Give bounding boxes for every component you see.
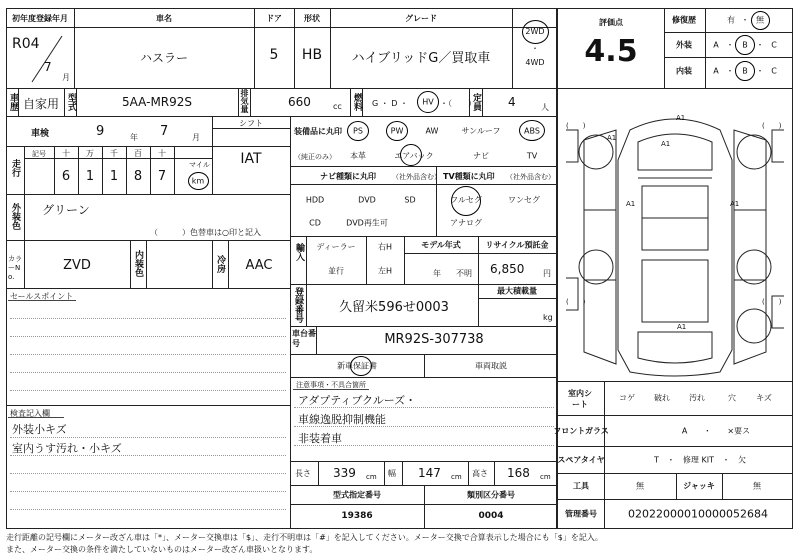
capacity-value: 4 [508, 95, 516, 109]
equip-leather: 本革 [350, 151, 366, 161]
model-year-year: 年 [433, 269, 441, 278]
interior-sep1: ・ [726, 66, 734, 76]
displacement-label: 排気量 [240, 89, 249, 113]
navi-hdd: HDD [305, 195, 325, 205]
interior-b: B [742, 66, 748, 76]
inspection-month: 7 [160, 124, 169, 139]
int-sheet-opt-1: 破れ [654, 393, 670, 403]
first-reg-era: R04 [12, 36, 40, 52]
class-no-value: 0004 [478, 511, 504, 521]
grade-label: グレード [405, 14, 437, 23]
inspection-year: 9 [96, 124, 105, 139]
mileage-unit-2: 千 [110, 149, 118, 158]
fuel-rest: ・（ ） [440, 99, 476, 108]
navi-label: ナビ種類に丸印 [320, 172, 376, 181]
mileage-digit-1: 1 [85, 169, 95, 184]
mileage-unit-0: 十 [62, 149, 70, 158]
exterior-label: 外装 [676, 40, 692, 50]
mileage-label: 走行 [10, 159, 20, 177]
diagram-a1-5: A1 [677, 323, 687, 331]
handle-left: 左H [377, 266, 393, 276]
exterior-b: B [742, 40, 748, 50]
int-color-label: 内装色 [133, 250, 143, 277]
notes-label: 注意事項・不具合箇所 [296, 381, 366, 389]
ac-label: 冷房 [215, 255, 225, 273]
jack-value: 無 [753, 481, 761, 491]
recycle-label: リサイクル預託金 [485, 240, 549, 250]
mileage-digit-0: 6 [61, 169, 71, 184]
class-no-label: 類別区分番号 [467, 490, 515, 500]
diagram-paren-3: ( ) [762, 298, 782, 306]
recycle-value: 6,850 [490, 262, 525, 276]
fuel-options: G ・ D ・ [372, 99, 408, 108]
manual-label: 車両取説 [475, 361, 507, 371]
fuel-label: 燃料 [352, 93, 362, 111]
diagram-paren-1: ( ) [762, 122, 782, 130]
grade-value: ハイブリッドG／買取車 [351, 51, 491, 66]
ac-value: AAC [245, 258, 273, 273]
shift-value: IAT [240, 151, 262, 167]
handle-right: 右H [377, 242, 393, 252]
warranty-label: 新車保証書 [337, 361, 377, 371]
int-sheet-opt-3: 穴 [728, 393, 736, 403]
inspector-line-0: 外装小キズ [12, 423, 67, 436]
doors-label: ドア [266, 14, 282, 23]
inspector-line-1: 室内うす汚れ・小キズ [12, 442, 122, 455]
jack-label: ジャッキ [683, 481, 715, 491]
inspection-month-unit: 月 [192, 133, 200, 142]
diagram-a1-2: A1 [661, 140, 671, 148]
height-value: 168 [507, 466, 530, 480]
int-sheet-opt-2: 汚れ [689, 393, 705, 403]
navi-sd: SD [404, 195, 416, 205]
body-shape-value: HB [301, 47, 323, 63]
tools-label: 工具 [573, 481, 589, 491]
glass-label: フロントガラス [553, 426, 609, 436]
max-load-label: 最大積載量 [497, 286, 537, 296]
repair-sep: ・ [741, 15, 749, 25]
int-sheet-label: 室内シート [568, 389, 592, 409]
drive-4wd: 4WD [525, 58, 545, 67]
color-no-value: ZVD [63, 258, 91, 273]
model-label: 型式 [66, 93, 76, 111]
mileage-digit-2: 1 [109, 169, 119, 184]
repair-yes: 有 [727, 15, 735, 25]
score-value: 4.5 [584, 34, 638, 69]
mileage-km: km [191, 176, 205, 186]
sales-point-label: セールスポイント [10, 292, 74, 301]
type-no-value: 19386 [341, 511, 373, 521]
capacity-label: 定員 [471, 93, 481, 111]
score-label: 評価点 [599, 18, 623, 27]
equip-navi: ナビ [473, 151, 489, 161]
recycle-unit: 円 [543, 269, 551, 278]
car-damage-diagram [560, 100, 790, 378]
notes-line-0: アダプティブクルーズ・ [298, 394, 417, 407]
exterior-a: A [713, 40, 719, 50]
max-load-unit: kg [543, 313, 553, 322]
model-year-label: モデル年式 [421, 240, 461, 250]
shift-label: シフト [239, 119, 263, 128]
exterior-sep1: ・ [726, 40, 734, 50]
diagram-paren-0: ( ) [566, 122, 586, 130]
equip-aw: AW [425, 126, 439, 136]
usage-label: 車歴 [8, 93, 18, 111]
interior-sep2: ・ [756, 66, 764, 76]
color-value: グリーン [42, 203, 90, 217]
chassis-label: 車台番号 [292, 329, 316, 348]
mgmt-label: 管理番号 [565, 509, 597, 519]
usage-value: 自家用 [22, 97, 60, 111]
tv-analog: アナログ [450, 218, 482, 228]
mileage-mile: マイル [189, 161, 210, 169]
length-label: 長さ [295, 469, 311, 478]
plate-value: 久留米596せ0003 [339, 300, 449, 315]
mileage-kigo: 記号 [32, 150, 46, 158]
displacement-unit: cc [333, 102, 342, 111]
diagram-paren-2: ( ) [566, 298, 586, 306]
inspection-label: 車検 [30, 129, 50, 139]
glass-value: A ・ ×要ス [681, 426, 751, 436]
diagram-a1-4: A1 [730, 200, 740, 208]
height-label: 高さ [472, 469, 488, 478]
drive-dot: ・ [531, 44, 539, 53]
tv-oneseg: ワンセグ [508, 195, 540, 205]
inspector-label: 検査記入欄 [10, 409, 50, 418]
int-sheet-opt-4: キズ [756, 393, 772, 403]
notes-line-2: 非装着車 [298, 432, 342, 445]
equip-airbag: エアバック [394, 151, 434, 161]
interior-c: C [771, 66, 777, 76]
color-label: 外装色 [10, 203, 20, 230]
inspection-year-unit: 年 [130, 133, 138, 142]
chassis-value: MR92S-307738 [384, 332, 484, 347]
body-shape-label: 形状 [304, 14, 320, 23]
mileage-unit-4: 十 [158, 149, 166, 158]
model-year-unknown: 不明 [456, 269, 472, 278]
equip-tv: TV [526, 151, 538, 161]
first-reg-month-unit: 月 [62, 73, 70, 82]
tools-value: 無 [636, 481, 644, 491]
width-value: 147 [418, 466, 441, 480]
first-reg-month: 7 [44, 60, 52, 74]
equip-pw: PW [390, 126, 404, 136]
interior-label: 内装 [676, 66, 692, 76]
tv-label: TV種類に丸印 [443, 172, 495, 181]
exterior-c: C [771, 40, 777, 50]
mgmt-value: 02022000010000052684 [628, 507, 768, 521]
import-dealer: ディーラー [316, 242, 356, 252]
drive-2wd: 2WD [525, 27, 545, 36]
diagram-a1-0: A1 [676, 114, 686, 122]
repair-label: 修復歴 [672, 15, 696, 25]
width-unit: cm [451, 473, 462, 481]
mileage-digit-4: 7 [157, 169, 167, 184]
color-no-label: カラーNo. [8, 255, 22, 281]
fuel-hv: HV [422, 97, 434, 107]
color-note: （ ）色替車は○印と記入 [150, 228, 261, 237]
import-label: 輸入 [294, 243, 304, 261]
equip-ps: PS [353, 126, 363, 136]
capacity-unit: 人 [541, 103, 549, 112]
repair-no: 無 [756, 15, 764, 25]
length-value: 339 [333, 466, 356, 480]
type-no-label: 型式指定番号 [333, 490, 381, 500]
spare-label: スペアタイヤ [557, 455, 605, 465]
notes-line-1: 車線逸脱抑制機能 [298, 413, 386, 426]
mileage-unit-1: 万 [86, 149, 94, 158]
navi-small: （社外品含む） [392, 173, 441, 181]
footer-line-2: また、メーター交換の条件を満たしていないものはメーター改ざん車扱いとなります。 [6, 545, 318, 554]
interior-a: A [713, 66, 719, 76]
width-label: 幅 [388, 469, 396, 478]
plate-label: 登録番号 [293, 287, 303, 323]
equip-label: 装備品に丸印 [294, 127, 342, 136]
int-sheet-opt-0: コゲ [619, 393, 635, 403]
length-unit: cm [366, 473, 377, 481]
height-unit: cm [540, 473, 551, 481]
first-reg-label: 初年度登録年月 [12, 14, 68, 23]
import-parallel: 並行 [328, 266, 344, 276]
mileage-unit-3: 百 [134, 149, 142, 158]
navi-dvd-play: DVD再生可 [346, 218, 388, 228]
spare-value: T ・ 修理 KIT ・ 欠 [654, 455, 746, 465]
navi-cd: CD [309, 218, 321, 228]
car-name-value: ハスラー [139, 51, 189, 65]
equip-sunroof: サンルーフ [461, 126, 501, 136]
diagram-a1-3: A1 [626, 200, 636, 208]
tv-fullseg: フルセグ [450, 195, 482, 205]
tv-small: （社外品含む） [506, 173, 555, 181]
navi-dvd: DVD [358, 195, 376, 205]
diagram-a1-1: A1 [607, 134, 617, 142]
equip-abs: ABS [524, 126, 540, 136]
equip-sub: （純正のみ） [294, 153, 336, 161]
doors-value: 5 [269, 47, 279, 63]
exterior-sep2: ・ [756, 40, 764, 50]
model-value: 5AA-MR92S [121, 95, 193, 109]
mileage-digit-3: 8 [133, 169, 143, 184]
car-name-label: 車名 [156, 14, 172, 23]
footer-line-1: 走行距離の記号欄にメーター改ざん車は「*」、メーター交換車は「$」、走行不明車は「#」を記入してください。メーター交換で合算表示した場合にも「$」を記入。 [6, 533, 603, 542]
displacement-value: 660 [288, 95, 311, 109]
